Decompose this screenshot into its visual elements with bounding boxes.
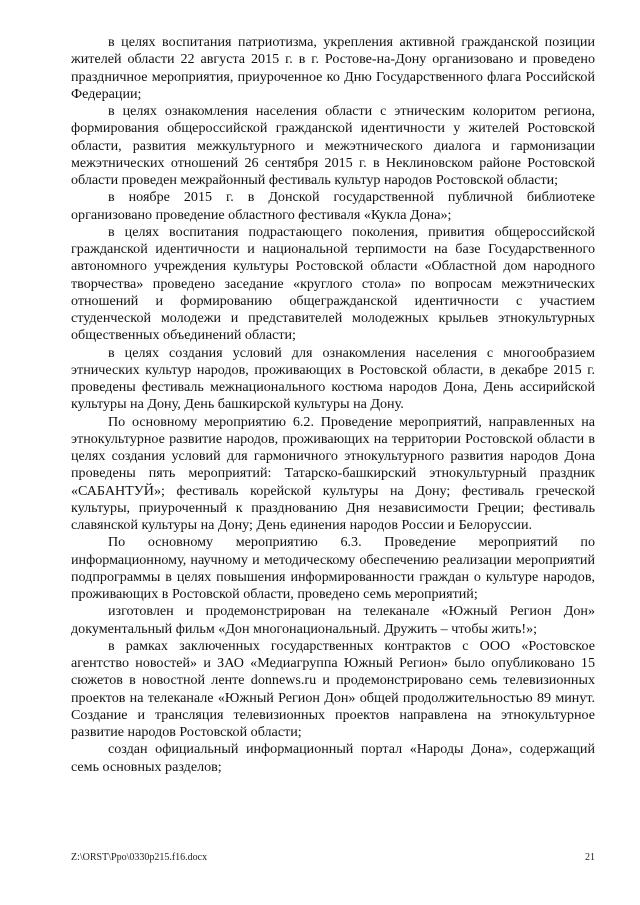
paragraph: в целях воспитания патриотизма, укрепления активной гражданской позиции жителей области 22 августа 2015 г. в г. Ростове-на-Дону организовано и проведено праздничное мероприятия, приуроченное ко Дню Государственного флага Российской Федерации; — [71, 34, 595, 102]
paragraph: в целях создания условий для ознакомления населения с многообразием этнических культур народов, проживающих в Ростовской области, в декабре 2015 г. проведены фестиваль межнационального костюма народов Дона, День ассирийской культуры на Дону, День башкирской культуры на Дону. — [71, 344, 595, 413]
paragraph: изготовлен и продемонстрирован на телеканале «Южный Регион Дон» документальный фильм «Дон многонациональный. Дружить – чтобы жить!»; — [71, 603, 595, 637]
footer-file-path: Z:\ORST\Ppo\0330p215.f16.docx — [71, 852, 208, 863]
paragraph: в целях ознакомления населения области с этническим колоритом региона, формирования общероссийской гражданской идентичности у жителей Ростовской области, развития межкультурного и межэтнического диалога и гармонизации межэтнических отношений 26 сентября 2015 г. в Неклиновском районе Ростовской области проведен межрайонный фестиваль культур народов Ростовской области; — [71, 103, 595, 188]
paragraph: в рамках заключенных государственных контрактов с ООО «Ростовское агентство новостей» и ЗАО «Медиагруппа Южный Регион» было опубликовано 15 сюжетов в новостной ленте donnews.ru и продемонстрировано семь телевизионных проектов на телеканале «Южный Регион Дон» общей продолжительностью 89 минут. Создание и трансляция телевизионных проектов направлена на этнокультурное развитие народов Ростовской области; — [71, 637, 595, 740]
paragraph: По основному мероприятию 6.3. Проведение мероприятий по информационному, научному и методическому обеспечению реализации мероприятий подпрограммы в целях повышения информированности граждан о культуре народов, проживающих в Ростовской области, проведено семь мероприятий; — [71, 534, 595, 602]
paragraph: в целях воспитания подрастающего поколения, привития общероссийской гражданской идентичности и национальной терпимости на базе Государственного автономного учреждения культуры Ростовской области «Областной дом народного творчества» проведено заседание «круглого стола» по вопросам межэтнических отношений и формированию общегражданской идентичности с участием студенческой молодежи и представителей молодежных крыльев этнокультурных общественных объединений области; — [71, 223, 595, 344]
paragraph: По основному мероприятию 6.2. Проведение мероприятий, направленных на этнокультурное развитие народов, проживающих на территории Ростовской области в целях создания условий для гармоничного этнокультурного развития народов Дона проведены пять мероприятий: Татарско-башкирский этнокультурный праздник «САБАНТУЙ»; фестиваль корейской культуры на Дону; фестиваль греческой культуры, приуроченный к празднованию Дня независимости Греции; фестиваль славянской культуры на Дону; День единения народов России и Белоруссии. — [71, 413, 595, 533]
paragraph: в ноябре 2015 г. в Донской государственной публичной библиотеке организовано проведение областного фестиваля «Кукла Дона»; — [71, 189, 595, 223]
page-footer — [71, 852, 595, 866]
paragraph: создан официальный информационный портал «Народы Дона», содержащий семь основных разделов; — [71, 741, 595, 775]
page-number: 21 — [585, 852, 595, 863]
document-body — [71, 34, 595, 776]
